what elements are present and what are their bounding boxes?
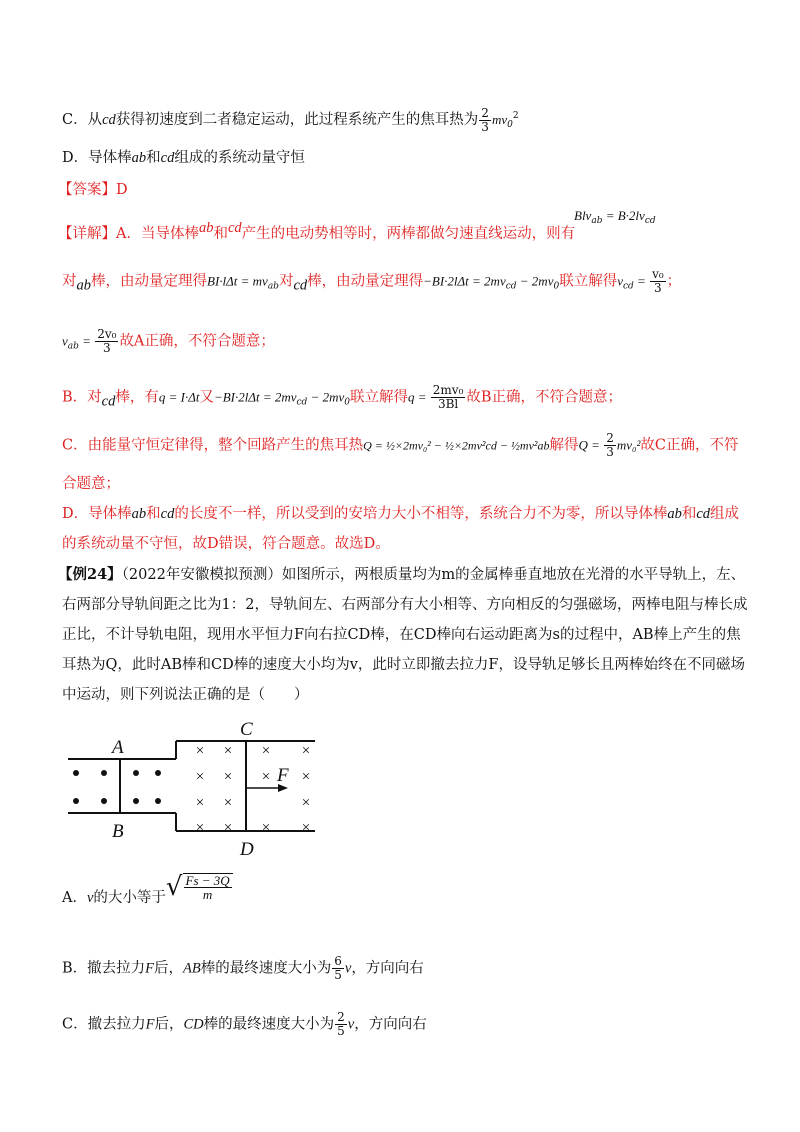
- svg-text:×: ×: [261, 769, 271, 785]
- svg-text:×: ×: [195, 769, 205, 785]
- svg-text:×: ×: [261, 743, 271, 759]
- detail-line3: $v_{ab}$ = $\frac{\text{2v₀}}{3}$ 故A正确，不符合题意；: [62, 327, 275, 355]
- svg-text:×: ×: [223, 795, 233, 811]
- svg-text:×: ×: [223, 743, 233, 759]
- example-line4: 耳热为Q，此时AB棒和CD棒的速度大小均为v，此时立即撤去拉力F，设导轨足够长且两棒始终在不同磁场: [62, 657, 745, 673]
- svg-text:×: ×: [223, 769, 233, 785]
- svg-text:×: ×: [223, 820, 233, 836]
- detail-a-line: 【详解】A．当导体棒ab和cd产生的电动势相等时，两棒都做匀速直线运动，则有: [58, 220, 576, 242]
- label-C: C: [240, 719, 253, 740]
- option-a: A．v的大小等于√ $\frac{Fs - 3Q}{m}$: [62, 888, 233, 908]
- option-d-line: D．导体棒ab和cd组成的系统动量守恒: [62, 150, 305, 166]
- label-B: B: [112, 821, 124, 842]
- detail-c-cont: 合题意；: [62, 476, 120, 492]
- detail-a-equation: $Blv_{ab} = B\cdot 2lv_{cd}$: [574, 208, 656, 226]
- label-A: A: [112, 737, 124, 758]
- svg-text:×: ×: [301, 769, 311, 785]
- fraction: $\frac{2}{3}$: [481, 105, 489, 134]
- label-F: F: [277, 765, 289, 786]
- rail-figure: [60, 715, 340, 865]
- answer-line: 【答案】D: [58, 182, 128, 198]
- svg-text:×: ×: [261, 820, 271, 836]
- example-line1: 【例24】（2022年安徽模拟预测）如图所示，两根质量均为m的金属棒垂直地放在光滑的水平导轨上，左、: [58, 566, 746, 583]
- svg-text:×: ×: [195, 820, 205, 836]
- detail-b-line: B．对cd棒，有q = I·Δt又$-BI\cdot 2l\Delta t = 2mv_{cd} - 2mv_0$联立解得q = $\frac{\text{2mv₀}}{3Bl}$ 故B正确，不符合题意；: [62, 383, 623, 411]
- option-c-line: C．从cd获得初速度到二者稳定运动，此过程系统产生的焦耳热为 $\frac{2}{3}$ $mv_0^2$: [62, 105, 519, 134]
- detail-d-cont: 的系统动量不守恒，故D错误，符合题意。故选D。: [62, 536, 390, 552]
- detail-d-line: D．导体棒ab和cd的长度不一样，所以受到的安培力大小不相等，系统合力不为零，所以导体棒ab和cd组成: [62, 506, 740, 522]
- svg-text:×: ×: [301, 743, 311, 759]
- svg-text:×: ×: [195, 795, 205, 811]
- label-D: D: [240, 839, 254, 860]
- svg-text:×: ×: [195, 743, 205, 759]
- example-line2: 右两部分导轨间距之比为1：2，导轨间左、右两部分有大小相等、方向相反的匀强磁场，两棒电阻与棒长成: [62, 597, 748, 613]
- option-b: B．撤去拉力F后，AB棒的最终速度大小为 $\frac{6}{5}$ v，方向向右: [62, 954, 424, 982]
- option-c: C．撤去拉力F后，CD棒的最终速度大小为 $\frac{2}{5}$ v，方向向右: [62, 1010, 427, 1038]
- example-line3: 正比，不计导轨电阻，现用水平恒力F向右拉CD棒，在CD棒向右运动距离为s的过程中，AB棒上产生的焦: [62, 627, 741, 643]
- svg-text:×: ×: [301, 820, 311, 836]
- detail-line2: 对ab棒，由动量定理得$BI\cdot l\Delta t = mv_{ab}$对cd棒，由动量定理得$-BI\cdot 2l\Delta t = 2mv_{cd} - 2mv_0$联立解得$v_{cd}$ = $\frac{\text{v₀}}{3}$ ；: [62, 267, 682, 295]
- detail-c-line: C．由能量守恒定律得，整个回路产生的焦耳热Q = ½×2mv₀² − ½×2mv²cd − ½mv²ab解得Q = $\frac{2}{3}$ mv₀²故C正确，不符: [62, 431, 739, 459]
- svg-text:×: ×: [301, 795, 311, 811]
- example-line5: 中运动，则下列说法正确的是（ ）: [62, 687, 309, 703]
